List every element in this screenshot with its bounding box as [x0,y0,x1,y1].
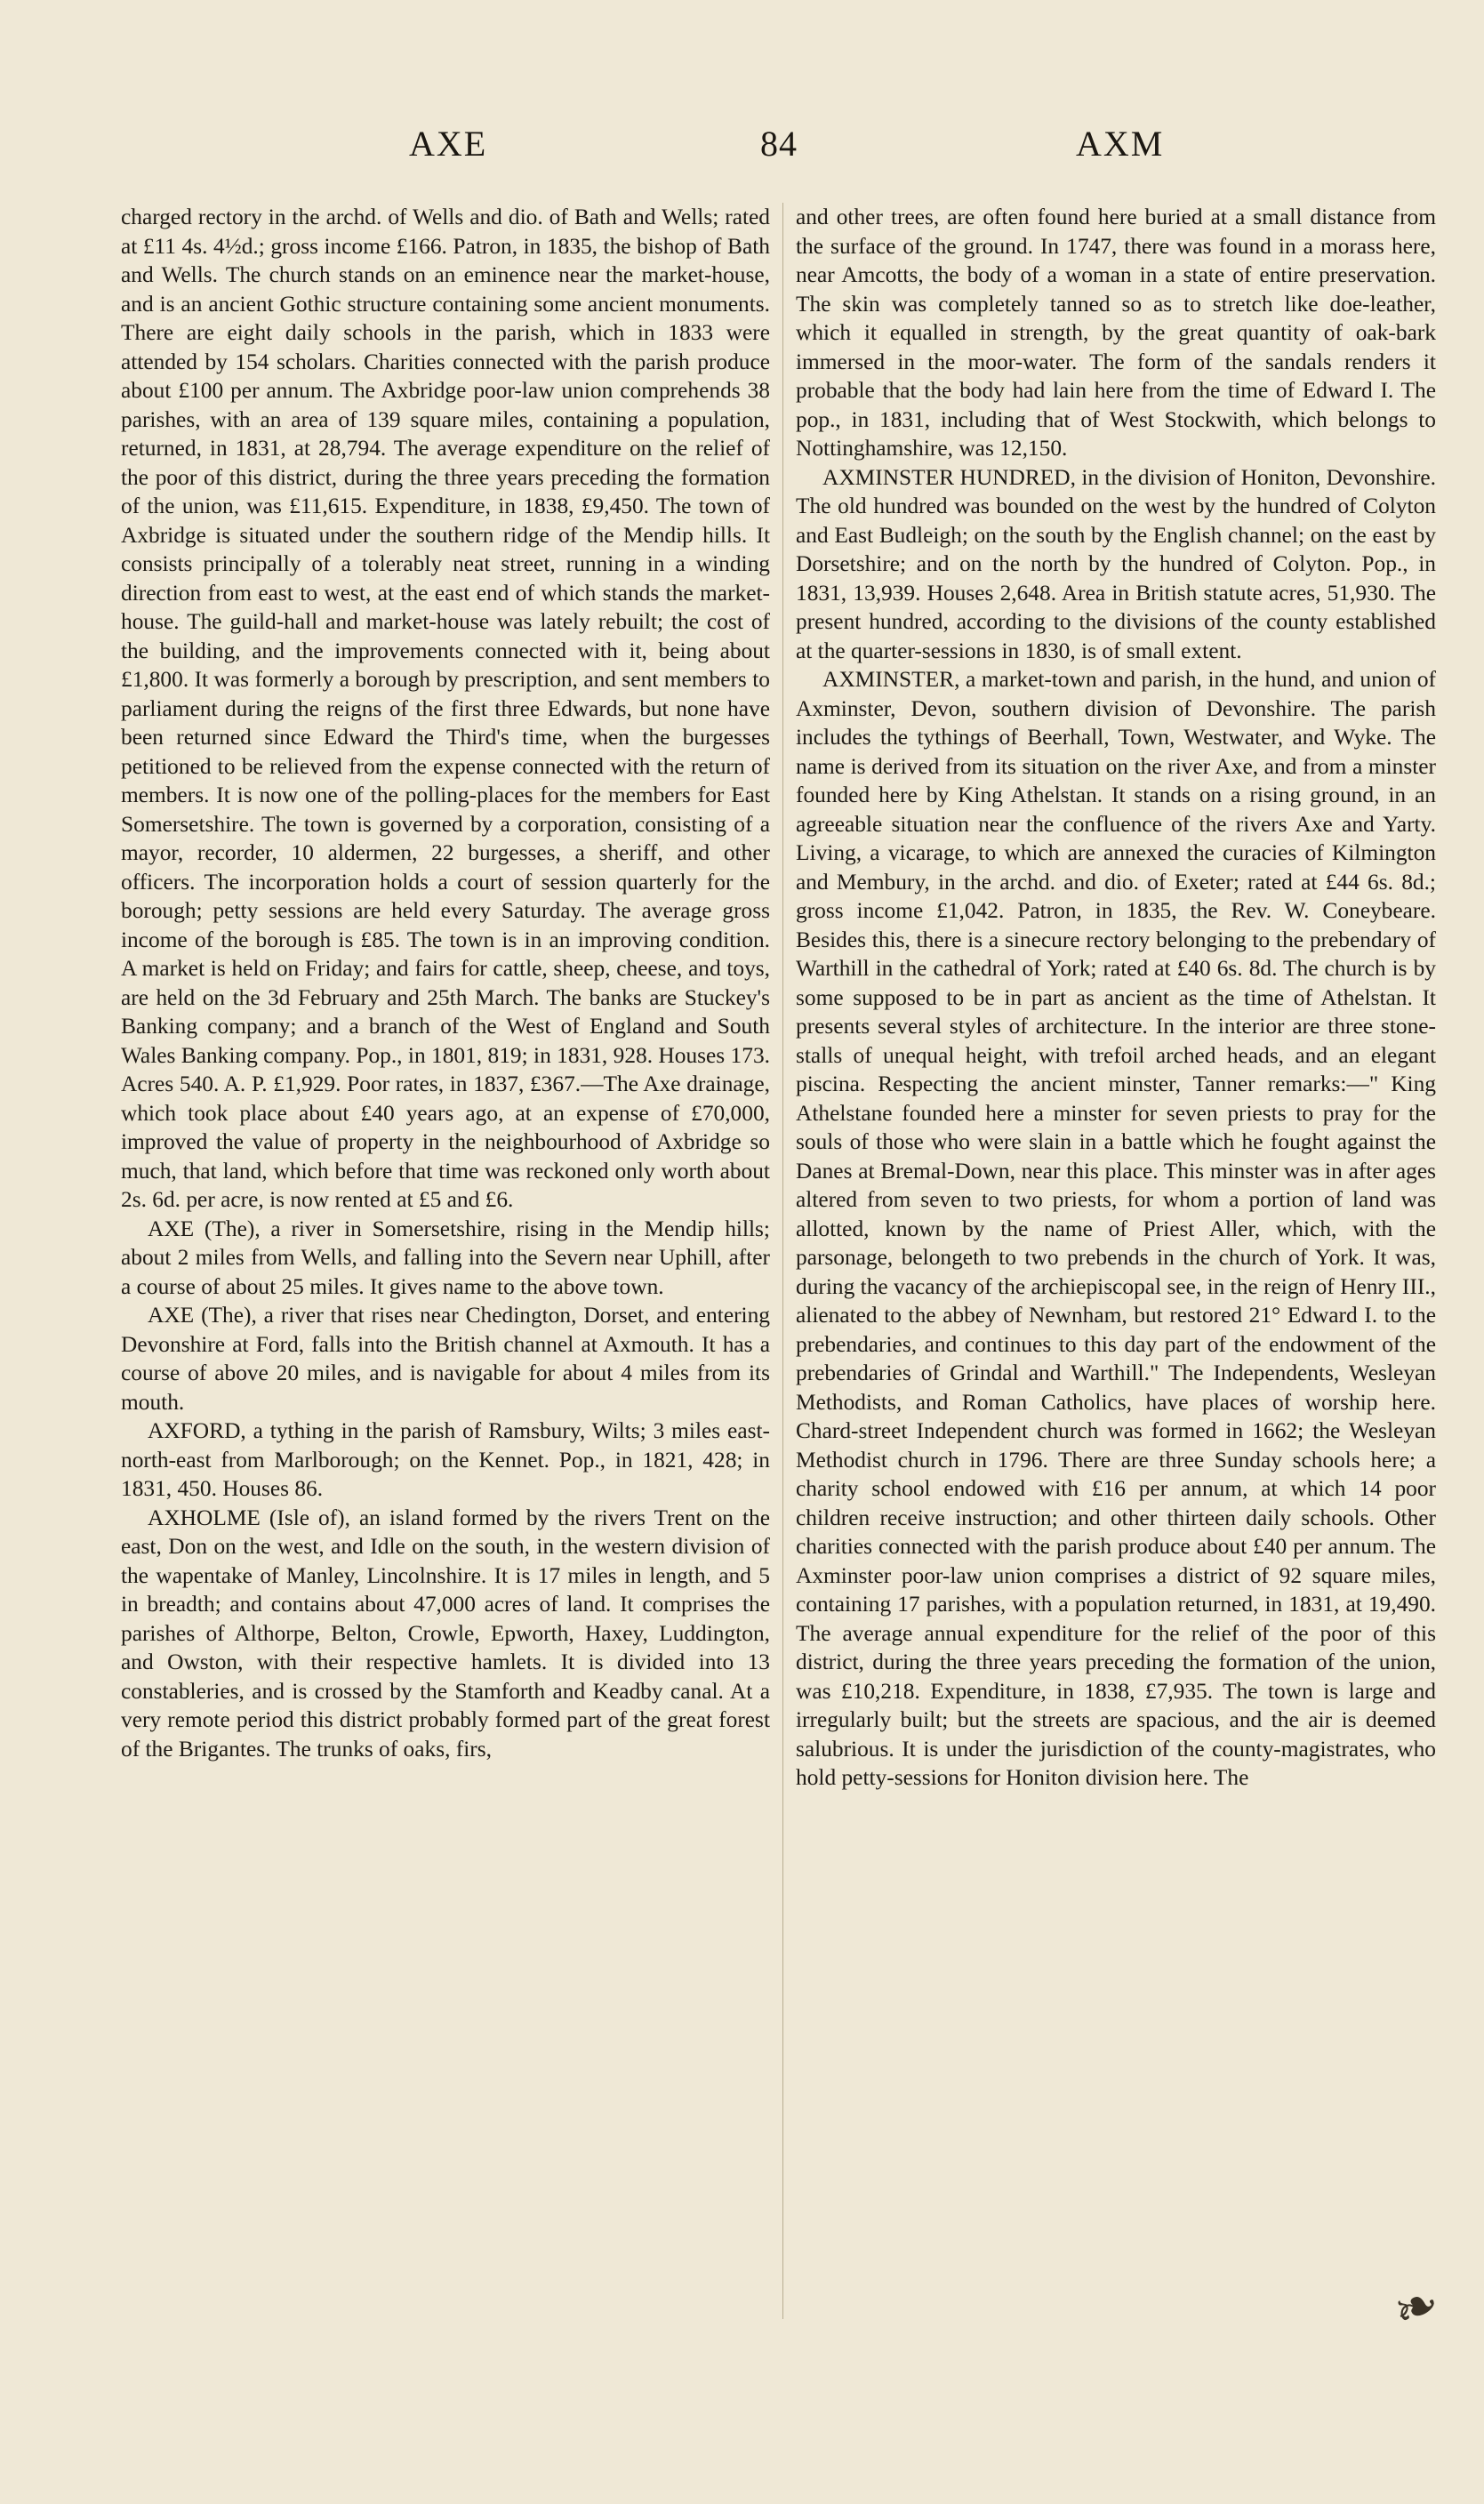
running-head-left: AXE [409,124,488,164]
paragraph: AXE (The), a river in Somersetshire, rising in the Mendip hills; about 2 miles from Wells, and falling into the Severn near Uphill, after a course of about 25 miles. It gives name to the above town. [121,1216,770,1299]
paragraph: AXMINSTER HUNDRED, in the division of Honiton, Devonshire. The old hundred was bounded on the west by the hundred of Colyton and East Budleigh; on the south by the English channel; on the east by Dorsetshire; and on the north by the hundred of Colyton. Pop., in 1831, 13,939. Houses 2,648. Area in British statute acres, 51,930. The present hundred, according to the divisions of the county established at the quarter-sessions in 1830, is of small extent. [796,464,1436,663]
paragraph: charged rectory in the archd. of Wells and dio. of Bath and Wells; rated at £11 4s. 4½d.; gross income £166. Patron, in 1835, the bishop of Bath and Wells. The church stands on an eminence near the market-house, and is an ancient Gothic structure containing some ancient monuments. There are eight daily schools in the parish, which in 1833 were attended by 154 scholars. Charities connected with the parish produce about £100 per annum. The Axbridge poor-law union comprehends 38 parishes, with an area of 139 square miles, containing a population, returned, in 1831, at 28,794. The average expenditure on the relief of the poor of this district, during the three years preceding the formation of the union, was £11,615. Expenditure, in 1838, £9,450. The town of Axbridge is situated under the southern ridge of the Mendip hills. It consists principally of a tolerably neat street, running in a winding direction from east to west, at the east end of which stands the market-house. The guild-hall and market-house was lately rebuilt; the cost of the building, and the improvements connected with it, being about £1,800. It was formerly a borough by prescription, and sent members to parliament during the reigns of the first three Edwards, but none have been returned since Edward the Third's time, when the burgesses petitioned to be relieved from the expense connected with the return of members. It is now one of the polling-places for the members for East Somersetshire. The town is governed by a corporation, consisting of a mayor, recorder, 10 aldermen, 22 burgesses, a sheriff, and other officers. The incorporation holds a court of session quarterly for the borough; petty sessions are held every Saturday. The average gross income of the borough is £85. The town is in an improving condition. A market is held on Friday; and fairs for cattle, sheep, cheese, and toys, are held on the 3d February and 25th March. The banks are Stuckey's Banking company; and a branch of the West of England and South Wales Banking company. Pop., in 1801, 819; in 1831, 928. Houses 173. Acres 540. A. P. £1,929. Poor rates, in 1837, £367.—The Axe drainage, which took place about £40 years ago, at an expense of £70,000, improved the value of property in the neighbourhood of Axbridge so much, that land, which before that time was reckoned only worth about 2s. 6d. per acre, is now rented at £5 and £6. [121,205,770,1212]
page-number: 84 [760,124,798,164]
paragraph: AXFORD, a tything in the parish of Ramsbury, Wilts; 3 miles east-north-east from Marlborough; on the Kennet. Pop., in 1821, 428; in 1831, 450. Houses 86. [121,1418,770,1501]
running-head-right: AXM [1076,124,1165,164]
ink-flourish-icon: ❧ [1384,2270,1448,2345]
paragraph: AXE (The), a river that rises near Chedington, Dorset, and entering Devonshire at Ford, falls into the British channel at Axmouth. It has a course of above 20 miles, and is navigable for about 4 miles from its mouth. [121,1303,770,1415]
paragraph: and other trees, are often found here buried at a small distance from the surface of the ground. In 1747, there was found in a morass here, near Amcotts, the body of a woman in a state of entire preservation. The skin was completely tanned so as to stretch like doe-leather, which it equalled in strength, by the great quantity of oak-bark immersed in the moor-water. The form of the sandals renders it probable that the body had lain here from the time of Edward I. The pop., in 1831, including that of West Stockwith, which belongs to Nottinghamshire, was 12,150. [796,205,1436,461]
right-column [796,203,1436,2319]
page-header [0,123,1484,176]
paragraph: AXMINSTER, a market-town and parish, in the hund, and union of Axminster, Devon, southern division of Devonshire. The parish includes the tythings of Beerhall, Town, Westwater, and Wyke. The name is derived from its situation on the river Axe, and from a minster founded here by King Athelstan. It stands on a rising ground, in an agreeable situation near the confluence of the rivers Axe and Yarty. Living, a vicarage, to which are annexed the curacies of Kilmington and Membury, in the archd. and dio. of Exeter; rated at £44 6s. 8d.; gross income £1,042. Patron, in 1835, the Rev. W. Coneybeare. Besides this, there is a sinecure rectory belonging to the prebendary of Warthill in the cathedral of York; rated at £40 6s. 8d. The church is by some supposed to be in part as ancient as the time of Athelstan. It presents several styles of architecture. In the interior are three stone-stalls of unequal height, with trefoil arched heads, and an elegant piscina. Respecting the ancient minster, Tanner remarks:—" King Athelstane founded here a minster for seven priests to pray for the souls of those who were slain in a battle which he fought against the Danes at Bremal-Down, near this place. This minster was in after ages altered from seven to two priests, for whom a portion of land was allotted, known by the name of Priest Aller, which, with the parsonage, belongeth to two prebends in the church of York. It was, during the vacancy of the archiepiscopal see, in the reign of Henry III., alienated to the abbey of Newnham, but restored 21° Edward I. to the prebendaries, and continues to this day part of the endowment of the prebendaries of Grindal and Warthill." The Independents, Wesleyan Methodists, and Roman Catholics, have places of worship here. Chard-street Independent church was formed in 1662; the Wesleyan Methodist church in 1796. There are three Sunday schools here; a charity school endowed with £16 per annum, at which 14 poor children receive instruction; and other thirteen daily schools. Other charities connected with the parish produce about £40 per annum. The Axminster poor-law union comprises a district of 92 square miles, containing 17 parishes, with a population returned, in 1831, at 19,490. The average annual expenditure for the relief of the poor of this district, during the three years preceding the formation of the union, was £10,218. Expenditure, in 1838, £7,935. The town is large and irregularly built; but the streets are spacious, and the air is deemed salubrious. It is under the jurisdiction of the county-magistrates, who hold petty-sessions for Honiton division here. The [796,667,1436,1790]
paragraph: AXHOLME (Isle of), an island formed by the rivers Trent on the east, Don on the west, and Idle on the south, in the western division of the wapentake of Manley, Lincolnshire. It is 17 miles in length, and 5 in breadth; and contains about 47,000 acres of land. It comprises the parishes of Althorpe, Belton, Crowle, Epworth, Haxey, Luddington, and Owston, with their respective hamlets. It is divided into 13 constableries, and is crossed by the Stamforth and Keadby canal. At a very remote period this district probably formed part of the great forest of the Brigantes. The trunks of oaks, firs, [121,1505,770,1762]
column-divider [782,203,783,2319]
left-column [121,203,770,2319]
